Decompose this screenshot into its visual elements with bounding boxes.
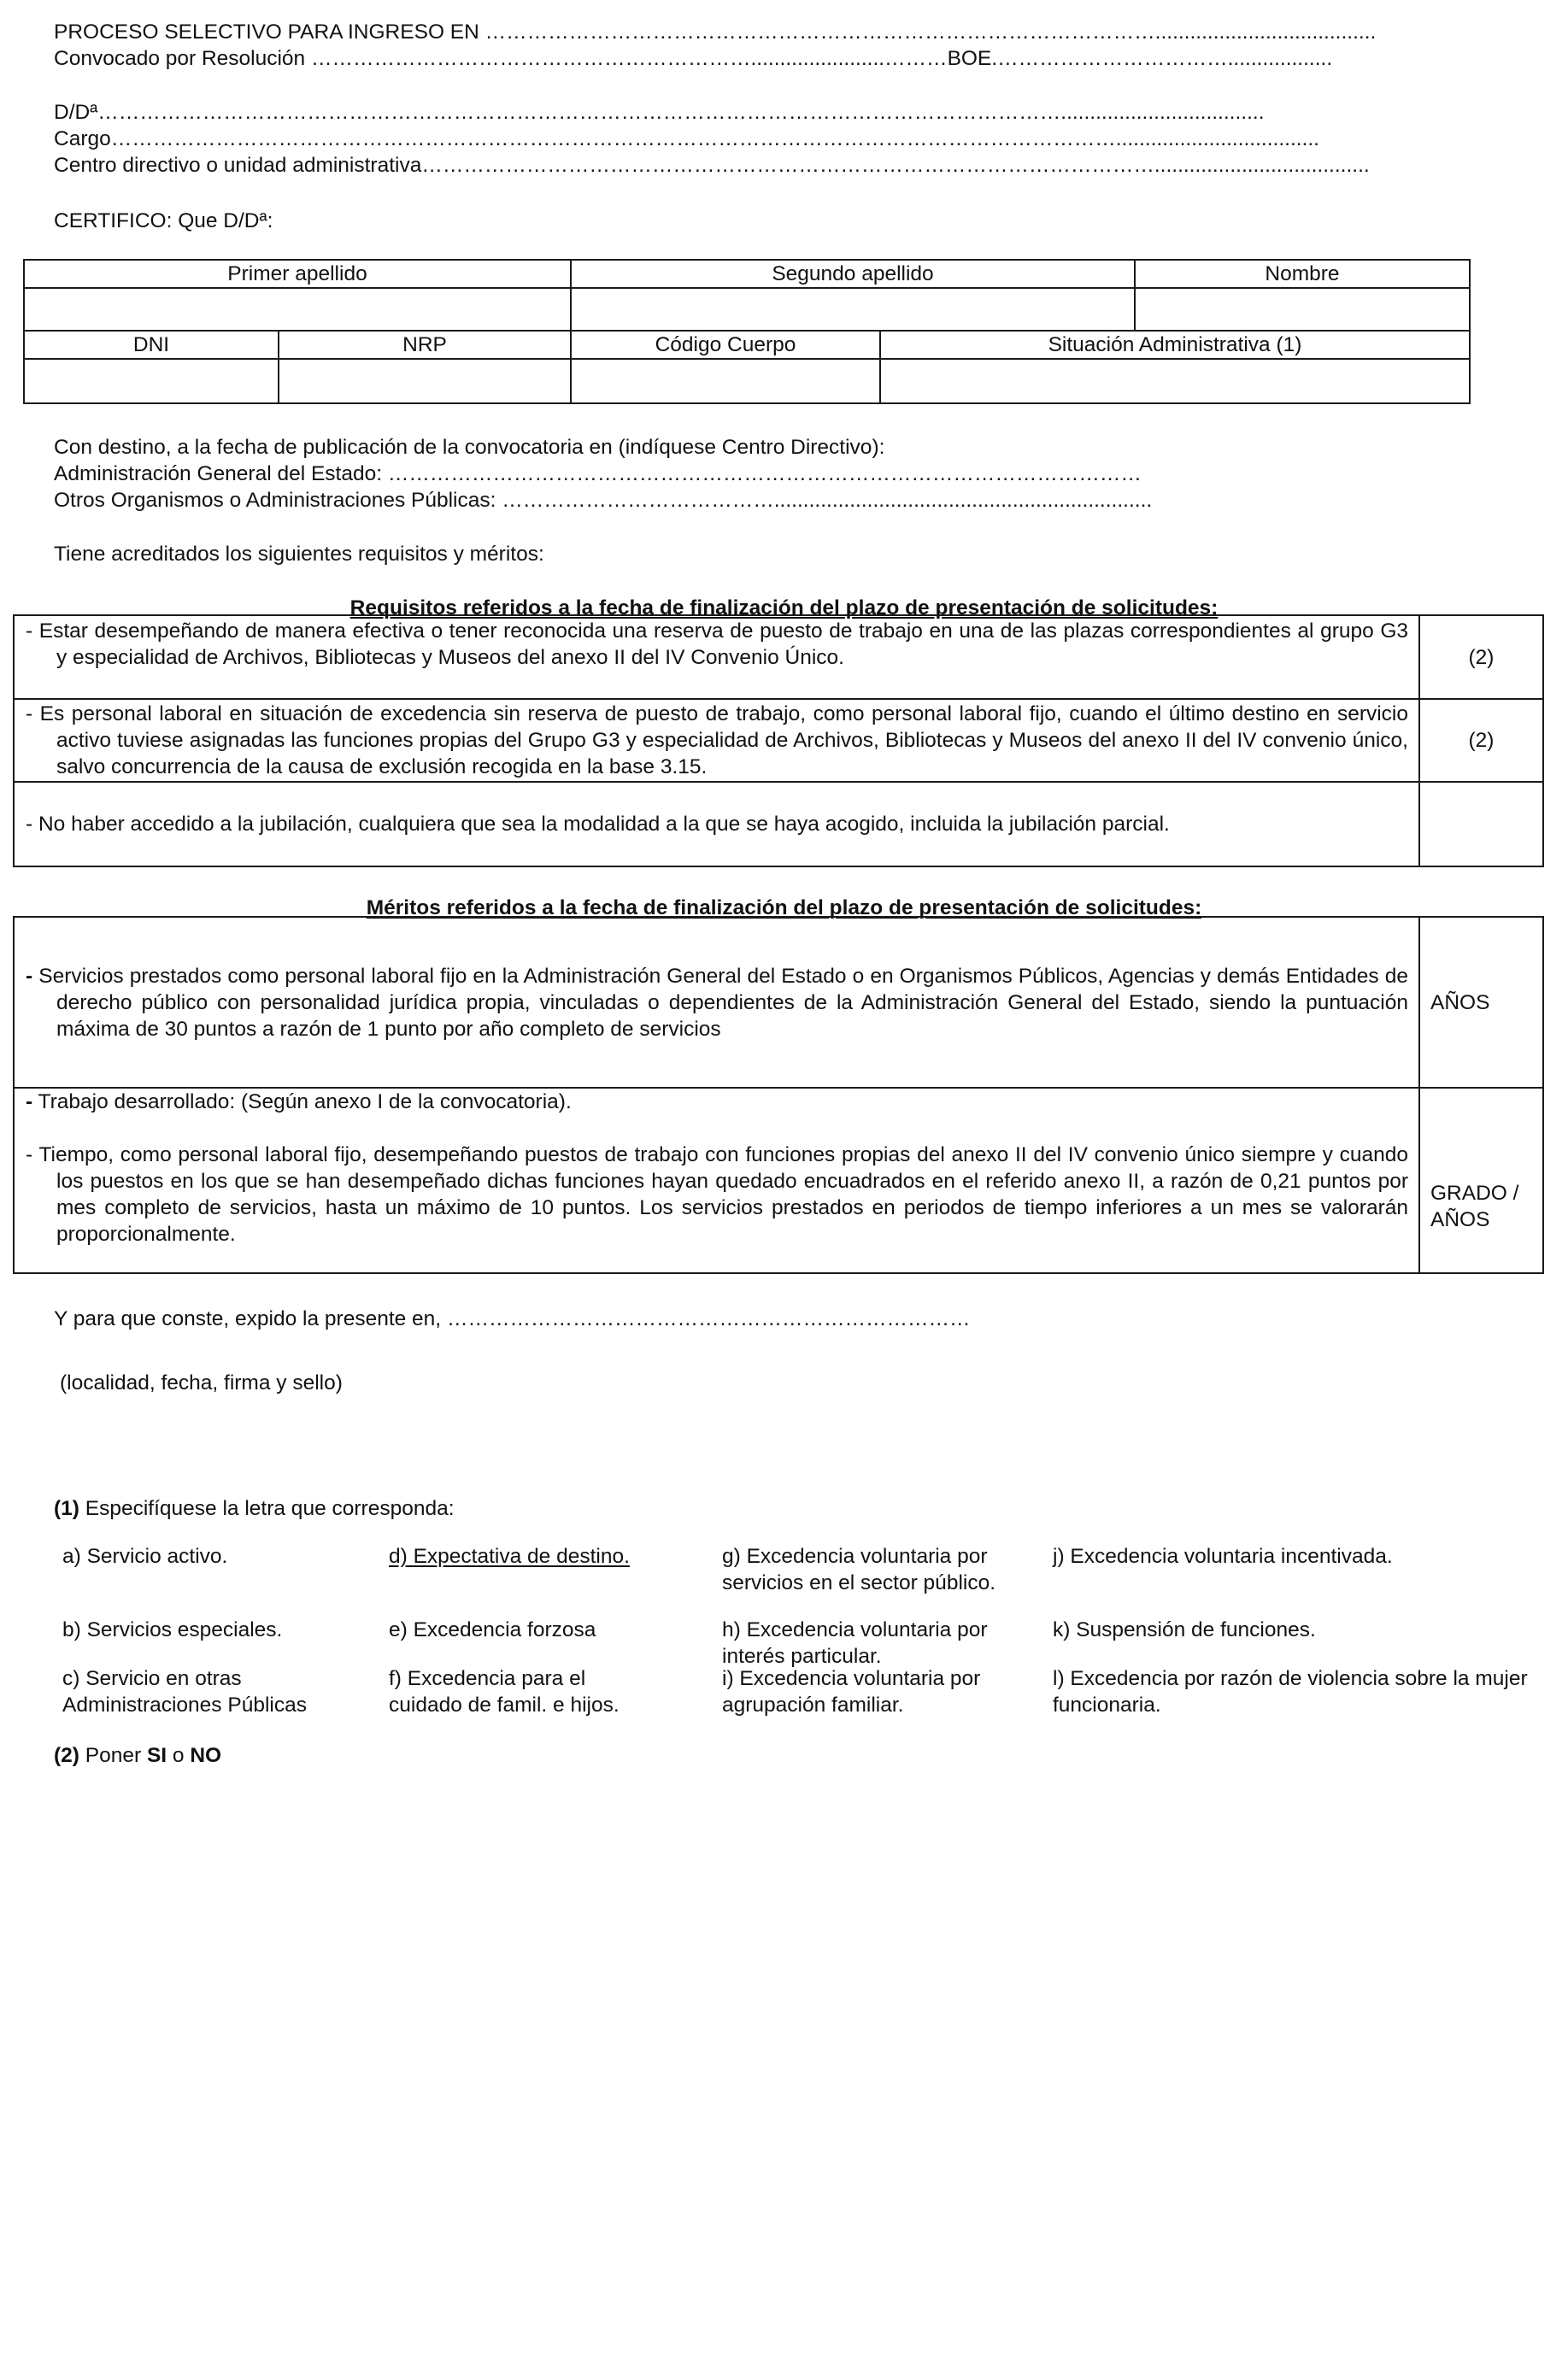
age-label: Administración General del Estado:	[54, 462, 383, 485]
boe-label: BOE	[947, 47, 992, 70]
requisito-text-cell	[15, 616, 1420, 698]
header-situacion-administrativa: Situación Administrativa (1)	[1048, 333, 1302, 356]
codigo-cuerpo-field[interactable]	[572, 360, 881, 402]
identity-input-row-2	[25, 360, 1469, 402]
option-c: c) Servicio en otras Administraciones Públicas	[62, 1667, 307, 1717]
merito-text-detail: - Tiempo, como personal laboral fijo, desempeñando puestos de trabajo con funciones propias del anexo II del IV convenio único siempre y cuando los puestos en los que se han desempeñado dichas funciones hayan quedado encuadrados en el referido anexo II, a razón de 0,21 puntos por mes completo de servicios, hasta un máximo de 10 puntos. Los servicios prestados en periodos de tiempo inferiores a un mes se valorarán proporcionalmente.	[26, 1143, 1408, 1246]
option-i: i) Excedencia voluntaria por agrupación familiar.	[722, 1667, 981, 1717]
note-1-number: (1)	[54, 1497, 79, 1520]
requisito-answer-cell[interactable]: (2)	[1468, 645, 1495, 669]
expido-label: Y para que conste, expido la presente en,	[54, 1307, 442, 1330]
merito-text: - Trabajo desarrollado: (Según anexo I de la convocatoria).	[26, 1090, 572, 1113]
meritos-title: Méritos referidos a la fecha de finalización del plazo de presentación de solicitudes:	[366, 896, 1202, 919]
dda-fill-field[interactable]: …………………………………………………………………………………………………………………………...................................	[97, 101, 1265, 124]
nombre-field[interactable]	[1136, 289, 1469, 330]
spacer	[26, 1115, 1408, 1142]
requisito-text: - No haber accedido a la jubilación, cualquiera que sea la modalidad a la que se haya acogido, incluida la jubilación parcial.	[26, 813, 1170, 836]
certifico-text: CERTIFICO: Que D/Dª:	[54, 209, 273, 232]
primer-apellido-field[interactable]	[25, 289, 572, 330]
merito-text-cell	[15, 918, 1420, 1087]
merito-dash: -	[26, 964, 33, 988]
centro-label: Centro directivo o unidad administrativa	[54, 154, 422, 177]
requisito-answer-cell[interactable]	[1420, 783, 1542, 866]
header-segundo-apellido: Segundo apellido	[572, 261, 1136, 287]
note-2-number: (2)	[54, 1744, 79, 1767]
note-2-no: NO	[190, 1744, 222, 1767]
option-e: e) Excedencia forzosa	[389, 1618, 596, 1641]
option-g: g) Excedencia voluntaria por servicios en el sector público.	[722, 1545, 996, 1594]
otros-label: Otros Organismos o Administraciones Públicas:	[54, 489, 496, 512]
option-f: f) Excedencia para el cuidado de famil. e hijos.	[389, 1667, 620, 1717]
expido-line	[54, 1306, 970, 1332]
merito-answer-cell[interactable]: GRADO / AÑOS	[1430, 1181, 1519, 1231]
requisito-row	[15, 783, 1542, 866]
requisito-answer-cell[interactable]: (2)	[1468, 729, 1495, 752]
requisito-text: - Es personal laboral en situación de excedencia sin reserva de puesto de trabajo, como personal laboral fijo, cuando el último destino en servicio activo tuviese asignadas las funciones propias del Grupo G3 y especialidad de Archivos, Bibliotecas y Museos del anexo II del IV convenio único, salvo concurrencia de la causa de exclusión recogida en la base 3.15.	[26, 702, 1408, 778]
requisito-text: - Estar desempeñando de manera efectiva o tener reconocida una reserva de puesto de trabajo en una de las plazas correspondientes al grupo G3 y especialidad de Archivos, Bibliotecas y Museos del anexo II del IV Convenio Único.	[26, 619, 1408, 669]
merito-text-cell	[15, 1089, 1420, 1272]
acreditados-text: Tiene acreditados los siguientes requisitos y méritos:	[54, 543, 544, 566]
merito-row	[15, 1089, 1542, 1272]
nrp-field[interactable]	[279, 360, 572, 402]
requisito-text-cell	[15, 783, 1420, 866]
localidad-text: (localidad, fecha, firma y sello)	[60, 1371, 343, 1394]
identity-input-row-1	[25, 289, 1469, 332]
centro-line	[54, 152, 1370, 179]
boe-fill-field[interactable]: .……………………………..................	[991, 47, 1333, 70]
identity-header-row-1	[25, 261, 1469, 289]
requisito-text-cell	[15, 700, 1420, 781]
option-b: b) Servicios especiales.	[62, 1618, 283, 1641]
option-j: j) Excedencia voluntaria incentivada.	[1053, 1545, 1393, 1568]
merito-answer-cell[interactable]: AÑOS	[1430, 990, 1490, 1014]
requisitos-title: Requisitos referidos a la fecha de finalización del plazo de presentación de solicitudes:	[349, 596, 1219, 619]
option-a: a) Servicio activo.	[62, 1545, 228, 1568]
merito-dash: -	[26, 1090, 33, 1113]
convocado-label: Convocado por Resolución	[54, 47, 306, 70]
note-2-si: SI	[146, 1744, 167, 1767]
option-k: k) Suspensión de funciones.	[1053, 1618, 1316, 1641]
expido-fill-field[interactable]: …………………………………………………………………	[446, 1307, 971, 1330]
requisitos-table	[13, 614, 1544, 867]
merito-text: - Servicios prestados como personal laboral fijo en la Administración General del Estado o en Organismos Públicos, Agencias y demás Entidades de derecho público con personalidad jurídica propia, vinculadas o dependientes de la Administración General del Estado, siendo la puntuación máxima de 30 puntos a razón de 1 punto por año completo de servicios	[26, 964, 1408, 1041]
requisito-row	[15, 616, 1542, 700]
identity-header-row-2	[25, 332, 1469, 360]
header-nombre: Nombre	[1265, 262, 1340, 285]
segundo-apellido-field[interactable]	[572, 289, 1136, 330]
option-l: l) Excedencia por razón de violencia sobre la mujer funcionaria.	[1053, 1667, 1528, 1717]
note-2: (2) Poner SI o NO	[54, 1744, 222, 1767]
identity-table	[23, 259, 1471, 404]
option-h: h) Excedencia voluntaria por interés particular.	[722, 1618, 988, 1668]
note-1	[54, 1495, 455, 1522]
requisito-row	[15, 700, 1542, 783]
proceso-label: PROCESO SELECTIVO PARA INGRESO EN	[54, 21, 479, 44]
centro-fill-field[interactable]: …………………………………………………………………………………………….....................................	[421, 154, 1370, 177]
age-line	[54, 461, 1142, 487]
convocado-fill-field[interactable]: ……………………………………………………….......................………	[311, 47, 948, 70]
cargo-line	[54, 126, 1319, 152]
proceso-fill-field[interactable]: ……………………………………………………………………………………......................................	[484, 21, 1377, 44]
convocado-line	[54, 45, 1332, 72]
header-codigo-cuerpo: Código Cuerpo	[572, 332, 881, 358]
otros-fill-field[interactable]: ………………………………….................................................................	[502, 489, 1153, 512]
situacion-administrativa-field[interactable]	[881, 360, 1469, 402]
cargo-fill-field[interactable]: ………………………………………………………………………………………………………………………………...................................	[110, 127, 1319, 150]
otros-line	[54, 487, 1152, 514]
meritos-table	[13, 916, 1544, 1274]
destino-intro: Con destino, a la fecha de publicación de la convocatoria en (indíquese Centro Directivo):	[54, 436, 885, 459]
proceso-line	[54, 19, 1376, 45]
header-primer-apellido: Primer apellido	[25, 261, 572, 287]
cargo-label: Cargo	[54, 127, 111, 150]
dni-field[interactable]	[25, 360, 279, 402]
option-d: d) Expectativa de destino.	[389, 1545, 630, 1568]
age-fill-field[interactable]: ………………………………………………………………………………………………	[387, 462, 1142, 485]
header-nrp: NRP	[279, 332, 572, 358]
note-1-text: Especifíquese la letra que corresponda:	[79, 1497, 455, 1520]
dda-label: D/Dª	[54, 101, 98, 124]
header-dni: DNI	[25, 332, 279, 358]
merito-row	[15, 918, 1542, 1089]
dda-line	[54, 99, 1265, 126]
